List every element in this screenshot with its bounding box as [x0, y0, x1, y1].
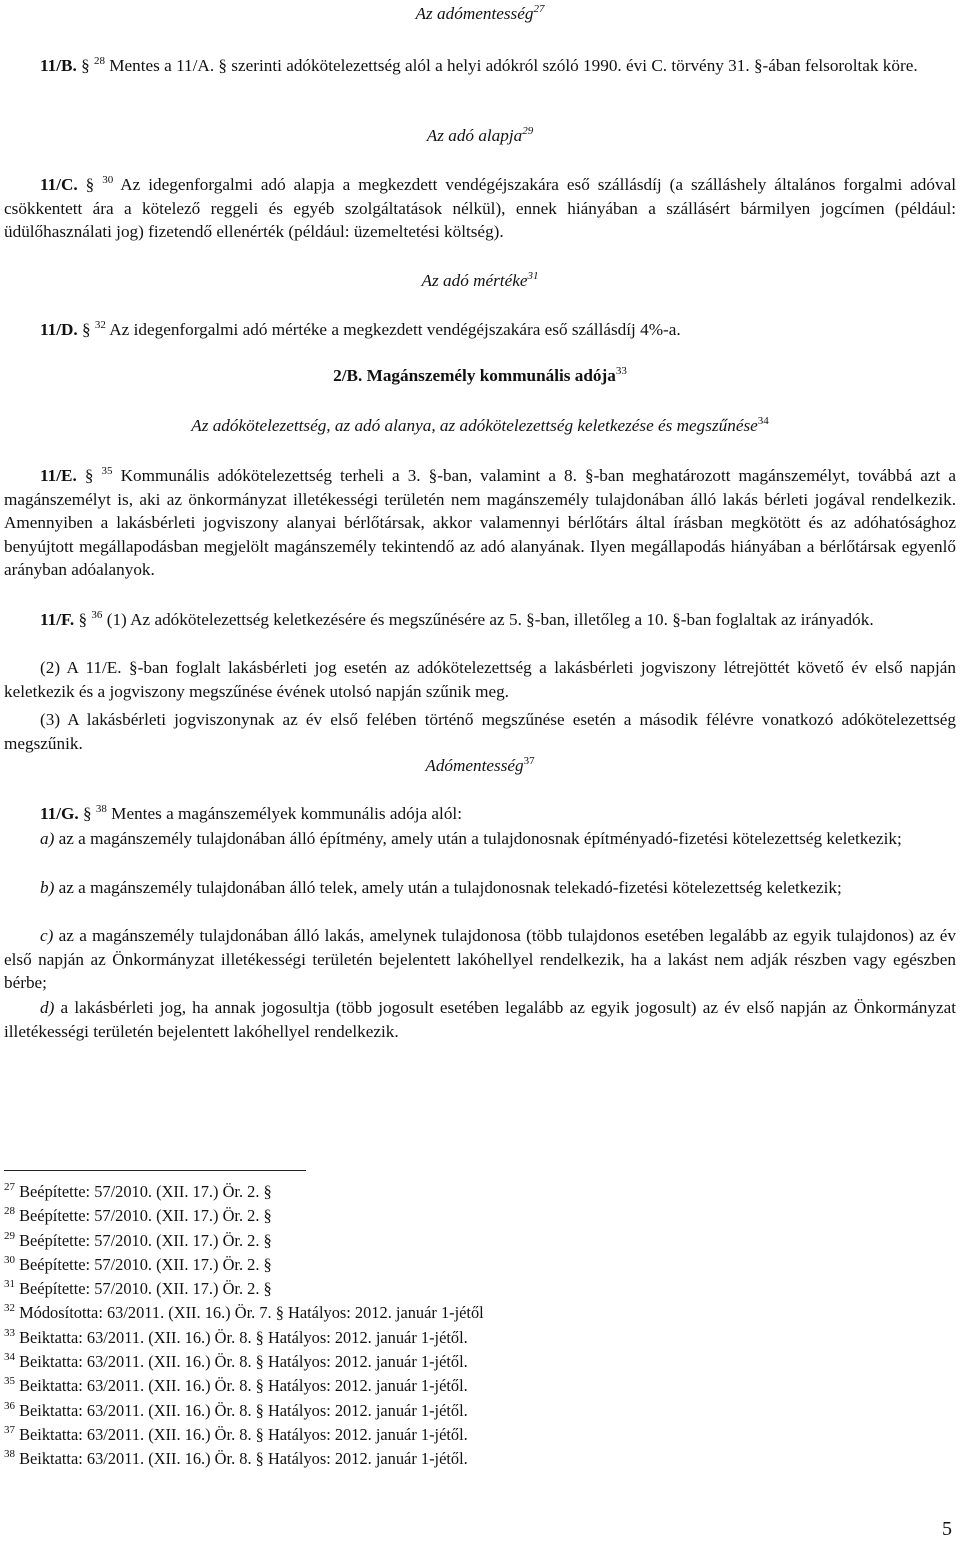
footnote: $^{35}$ Beiktatta: 63/2011. (XII. 16.) Ör. 8. § Hatályos: 2012. január 1-jétől.	[4, 1375, 468, 1396]
footnote-ref: 28	[93, 55, 105, 67]
list-item-b: b) az a magánszemély tulajdonában álló telek, amely után a tulajdonosnak telekadó-fizetési kötelezettség keletkezik;	[40, 878, 842, 897]
footnote: $^{36}$ Beiktatta: 63/2011. (XII. 16.) Ör. 8. § Hatályos: 2012. január 1-jétől.	[4, 1399, 468, 1420]
footnote-ref: 29	[522, 125, 534, 137]
section-11b: 11/B. § $^{28}$ Mentes a 11/A. § szerinti adókötelezettség alól a helyi adókról szóló 1990. évi C. törvény 31. §-ában felsoroltak köre.	[40, 55, 918, 75]
footnote-ref: 32	[94, 319, 106, 331]
footnote: $^{32}$ Módosította: 63/2011. (XII. 16.) Ör. 7. § Hatályos: 2012. január 1-jétől	[4, 1302, 484, 1323]
section-11f-3: (3) A lakásbérleti jogviszonynak az év első felében történő megszűnése esetén a második félévre vonatkozó adókötelezettség megszűnik.	[4, 710, 956, 753]
heading-kommunalis-ado: 2/B. Magánszemély kommunális adója$^{33}$	[333, 365, 627, 385]
footnote-ref: 34	[757, 415, 769, 427]
heading-adomentesseg-2: Adómentesség$^{37}$	[425, 755, 535, 775]
page-number: 5	[942, 1518, 952, 1540]
section-11d: 11/D. § $^{32}$ Az idegenforgalmi adó mértéke a megkezdett vendégéjszakára eső szállásdíj 4%-a.	[40, 319, 681, 339]
footnote-ref: 30	[102, 174, 114, 186]
footnote: $^{34}$ Beiktatta: 63/2011. (XII. 16.) Ör. 8. § Hatályos: 2012. január 1-jétől.	[4, 1351, 468, 1372]
footnote-ref: 31	[527, 270, 539, 282]
heading-ado-merteke: Az adó mértéke$^{31}$	[421, 270, 539, 290]
footnote-ref: 27	[533, 3, 545, 15]
heading-adokotelezettseg: Az adókötelezettség, az adó alanya, az adókötelezettség keletkezése és megszűnése$^{34}$	[191, 415, 769, 435]
heading-ado-alapja: Az adó alapja$^{29}$	[426, 125, 534, 145]
section-11c: 11/C. § $^{30}$ Az idegenforgalmi adó alapja a megkezdett vendégéjszakára eső szállásdíj (a szálláshely általános forgalmi adóval csökkentett ára a kötelező reggeli és egyéb szolgáltatások nélkül), ennek hiányában a szállásért bármilyen jogcímen (például: üdülőhasználati jog) fizetendő ellenérték (például: üzemeltetési költség).	[4, 174, 956, 242]
section-11f: 11/F. § $^{36}$ (1) Az adókötelezettség keletkezésére és megszűnésére az 5. §-ban, illetőleg a 10. §-ban foglaltak az irányadók.	[40, 609, 874, 629]
section-11e: 11/E. § $^{35}$ Kommunális adókötelezettség terheli a 3. §-ban, valamint a 8. §-ban meghatározott magánszemélyt, továbbá azt a magánszemélyt is, aki az önkormányzat illetékességi területén nem magánszemély tulajdonában álló lakás bérleti jogával rendelkezik. Amennyiben a lakásbérleti jogviszony alanyai bérlőtársak, akkor valamennyi bérlőtárs által írásban megkötött és az adóhatósághoz benyújtott megállapodásban megjelölt magánszemély tekintendő az adó alanyának. Ilyen megállapodás hiányában a bérlőtársak egyenlő arányban adóalanyok.	[4, 465, 957, 580]
list-item-c: c) az a magánszemély tulajdonában álló lakás, amelynek tulajdonosa (több tulajdonos esetében legalább az egyik tulajdonos) az év első napján az Önkormányzat illetékességi területén bejelentett lakóhellyel rendelkezik, ha a lakást nem adják részben vagy egészben bérbe;	[4, 926, 956, 993]
footnotes	[4, 1180, 704, 1472]
section-11f-2: (2) A 11/E. §-ban foglalt lakásbérleti jog esetén az adókötelezettség a lakásbérleti jogviszony létrejöttét követő év első napján keletkezik és a jogviszony megszűnése évének utolsó napján szűnik meg.	[4, 658, 956, 701]
footnote-divider	[4, 1170, 306, 1171]
footnote-ref: 33	[615, 365, 627, 377]
footnote: $^{30}$ Beépítette: 57/2010. (XII. 17.) Ör. 2. §	[4, 1253, 272, 1274]
list-item-d: d) a lakásbérleti jog, ha annak jogosultja (több jogosult esetében legalább az egyik jogosult) az év első napján az Önkormányzat illetékességi területén bejelentett lakóhellyel rendelkezik.	[4, 998, 956, 1041]
section-11g: 11/G. § $^{38}$ Mentes a magánszemélyek kommunális adója alól:	[40, 803, 462, 823]
footnote: $^{28}$ Beépítette: 57/2010. (XII. 17.) Ör. 2. §	[4, 1205, 272, 1226]
footnote: $^{38}$ Beiktatta: 63/2011. (XII. 16.) Ör. 8. § Hatályos: 2012. január 1-jétől.	[4, 1448, 468, 1469]
footnote-ref: 38	[95, 803, 107, 815]
footnote-ref: 37	[523, 755, 535, 767]
heading-adomentesseg: Az adómentesség$^{27}$	[415, 3, 545, 23]
footnote: $^{33}$ Beiktatta: 63/2011. (XII. 16.) Ör. 8. § Hatályos: 2012. január 1-jétől.	[4, 1326, 468, 1347]
footnote: $^{31}$ Beépítette: 57/2010. (XII. 17.) Ör. 2. §	[4, 1278, 272, 1299]
list-item-a: a) az a magánszemély tulajdonában álló építmény, amely után a tulajdonosnak építményadó-fizetési kötelezettség keletkezik;	[40, 829, 902, 848]
footnote: $^{37}$ Beiktatta: 63/2011. (XII. 16.) Ör. 8. § Hatályos: 2012. január 1-jétől.	[4, 1423, 468, 1444]
footnote-ref: 35	[101, 465, 113, 477]
footnote: $^{27}$ Beépítette: 57/2010. (XII. 17.) Ör. 2. §	[4, 1181, 272, 1201]
footnote-ref: 36	[91, 609, 103, 621]
footnote: $^{29}$ Beépítette: 57/2010. (XII. 17.) Ör. 2. §	[4, 1229, 272, 1250]
